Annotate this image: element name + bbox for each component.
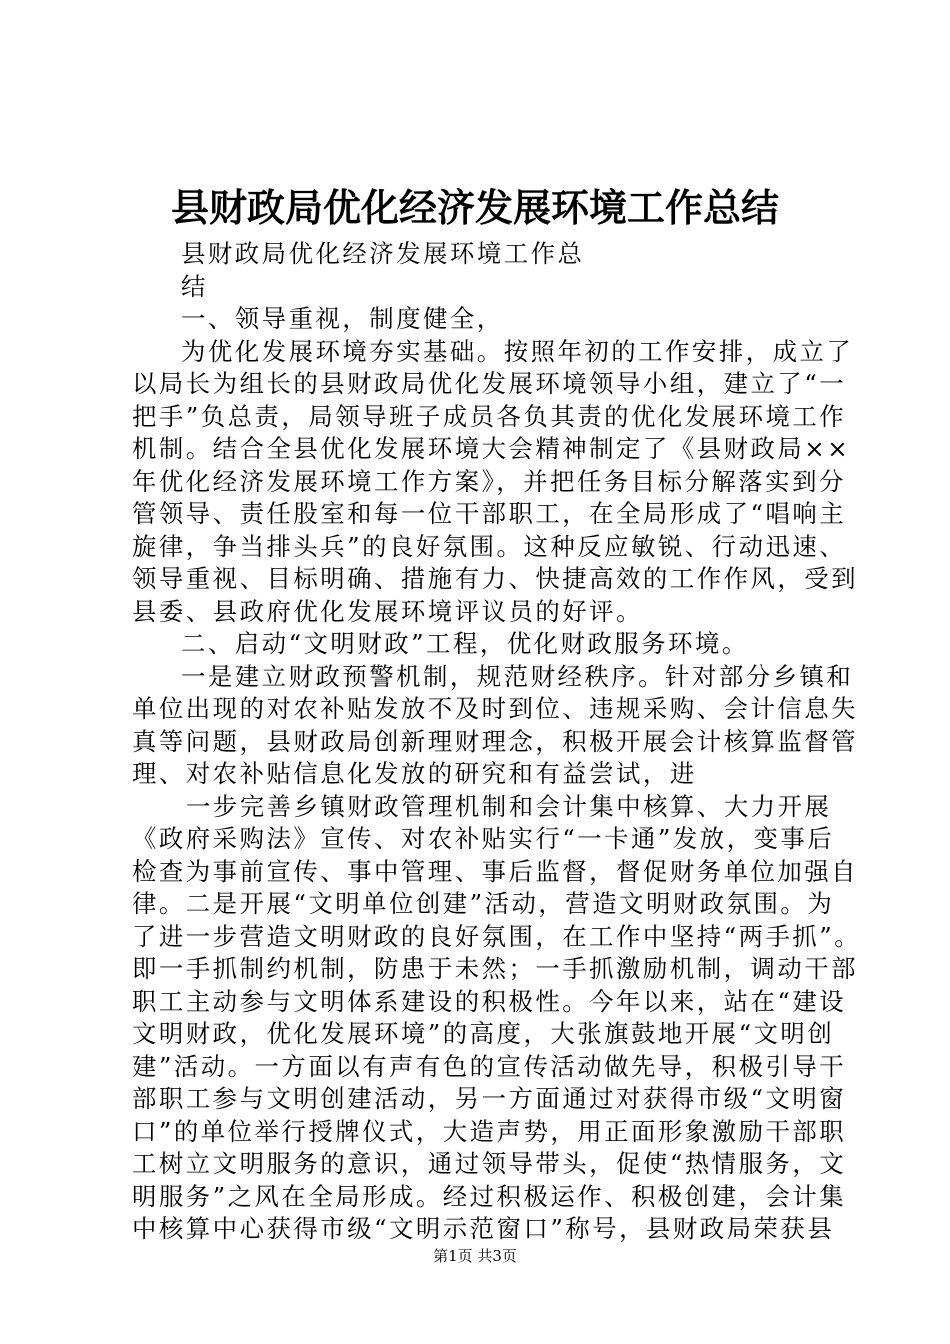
body-line: 一、领导重视，制度健全， xyxy=(181,304,504,333)
body-line: 律。二是开展“文明单位创建”活动，营造文明财政氛围。为 xyxy=(132,889,835,918)
page-footer: 第1页 共3页 xyxy=(433,1247,517,1265)
body-line: 即一手抓制约机制，防患于未然；一手抓激励机制，调动干部 xyxy=(132,954,859,983)
body-line: 建”活动。一方面以有声有色的宣传活动做先导，积极引导干 xyxy=(132,1051,847,1081)
body-line: 口”的单位举行授牌仪式，大造声势，用正面形象激励干部职 xyxy=(132,1116,847,1146)
body-line: 县委、县政府优化发展环境评议员的好评。 xyxy=(132,596,643,626)
body-line: 县财政局优化经济发展环境工作总 xyxy=(181,239,585,268)
body-line: 一步完善乡镇财政管理机制和会计集中核算、大力开展 xyxy=(186,791,832,821)
body-line: 文明财政，优化发展环境”的高度，大张旗鼓地开展“文明创 xyxy=(132,1019,835,1048)
body-line: 检查为事前宣传、事中管理、事后监督，督促财务单位加强自 xyxy=(132,856,859,886)
body-line: 结 xyxy=(181,271,208,301)
body-line: 工树立文明服务的意识，通过领导带头，促使“热情服务，文 xyxy=(132,1149,847,1178)
body-line: 二、启动“文明财政”工程，优化财政服务环境。 xyxy=(181,629,749,658)
body-line: 单位出现的对农补贴发放不及时到位、违规采购、会计信息失 xyxy=(132,694,859,723)
body-line: 一是建立财政预警机制，规范财经秩序。针对部分乡镇和 xyxy=(181,661,854,691)
body-line: 了进一步营造文明财政的良好氛围，在工作中坚持“两手抓”。 xyxy=(132,921,862,951)
body-line: 职工主动参与文明体系建设的积极性。今年以来，站在“建设 xyxy=(132,986,847,1016)
body-line: 领导重视、目标明确、措施有力、快捷高效的工作作风，受到 xyxy=(132,564,859,593)
body-line: 中核算中心获得市级“文明示范窗口”称号，县财政局荣获县 xyxy=(132,1214,835,1243)
body-line: 年优化经济发展环境工作方案》，并把任务目标分解落实到分 xyxy=(132,466,846,496)
body-line: 机制。结合全县优化发展环境大会精神制定了《县财政局×× xyxy=(132,434,851,463)
body-line: 明服务”之风在全局形成。经过积极运作、积极创建，会计集 xyxy=(132,1181,847,1211)
body-line: 把手”负总责，局领导班子成员各负其责的优化发展环境工作 xyxy=(132,401,847,431)
body-line: 管领导、责任股室和每一位干部职工，在全局形成了“唱响主 xyxy=(132,499,847,528)
body-line: 部职工参与文明创建活动，另一方面通过对获得市级“文明窗 xyxy=(132,1084,847,1113)
body-line: 理、对农补贴信息化发放的研究和有益尝试，进 xyxy=(132,759,697,788)
body-line: 以局长为组长的县财政局优化发展环境领导小组，建立了“一 xyxy=(132,369,847,398)
document-title: 县财政局优化经济发展环境工作总结 xyxy=(170,185,779,230)
body-line: 真等问题，县财政局创新理财理念，积极开展会计核算监督管 xyxy=(132,726,859,756)
body-line: 为优化发展环境夯实基础。按照年初的工作安排，成立了 xyxy=(181,336,854,366)
document-body xyxy=(132,238,862,1246)
body-line: 旋律，争当排头兵”的良好氛围。这种反应敏锐、行动迅速、 xyxy=(132,531,847,561)
body-line: 《政府采购法》宣传、对农补贴实行“一卡通”发放，变事后 xyxy=(132,824,835,853)
